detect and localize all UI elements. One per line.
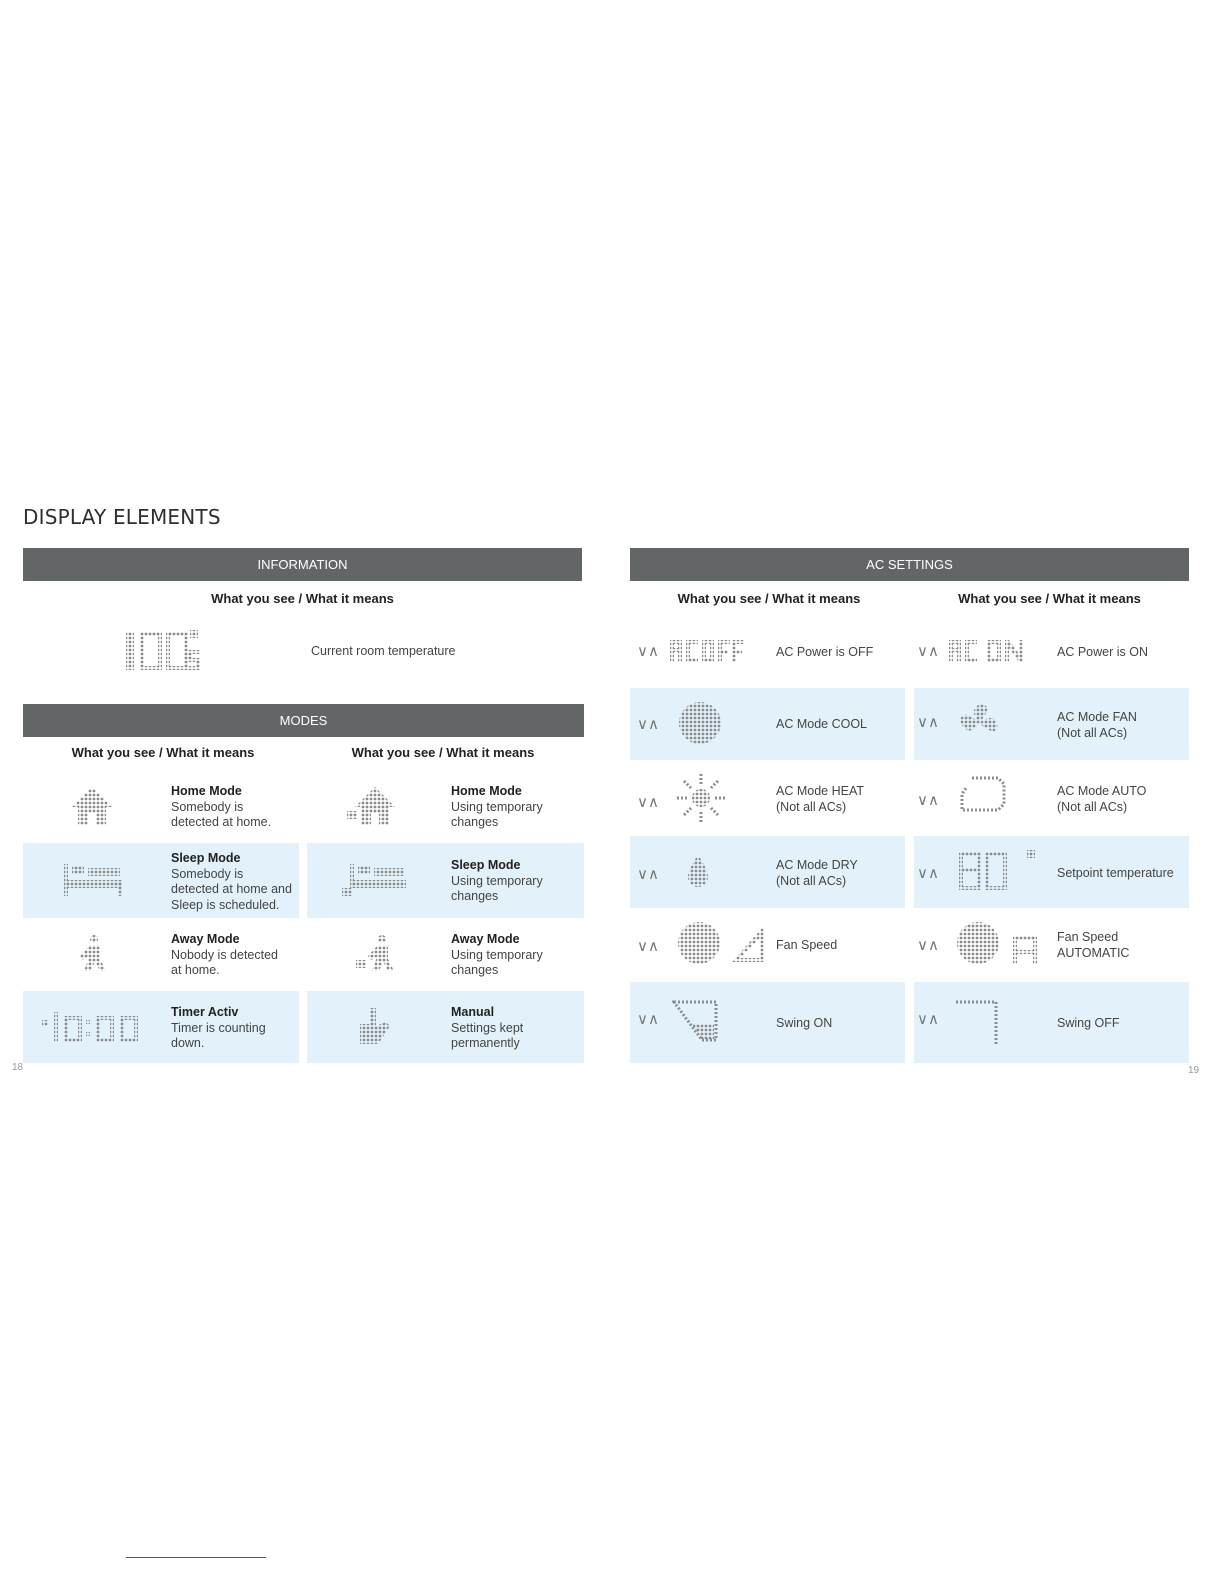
ac-power-on-label: AC Power is ON [1057,645,1148,659]
page-title: DISPLAY ELEMENTS [23,505,221,529]
down-up-arrows-icon: ∨∧ [917,792,939,809]
temperature-value [124,628,204,672]
down-up-arrows-icon: ∨∧ [637,643,659,660]
mode-row-manual [307,991,584,1063]
away-mode-text: Away Mode Nobody is detected at home. [171,932,279,977]
manual-text: Manual Settings kept permanently [451,1005,524,1050]
footer-link-underline [126,1557,266,1558]
down-up-arrows-icon: ∨∧ [637,938,659,955]
setpoint-value [957,848,1017,892]
fan-speed-auto-label: Fan Speed AUTOMATIC [1057,930,1130,960]
home-mode-icon [72,785,116,827]
information-header: INFORMATION [23,548,582,581]
away-mode-icon [76,934,110,974]
ac-row-dry [630,836,905,908]
down-up-arrows-icon: ∨∧ [917,1011,939,1028]
ac-row-auto [914,762,1189,834]
swing-on-label: Swing ON [776,1016,833,1030]
manual-hand-icon [354,1006,392,1046]
down-up-arrows-icon: ∨∧ [637,1011,659,1028]
snowflake-icon [677,700,723,746]
sleep-mode-temporary-text: Sleep Mode Using temporary changes [451,858,543,903]
swing-on-icon [672,1000,720,1044]
sleep-mode-temporary-icon [340,862,408,898]
ac-mode-heat-label: AC Mode HEAT (Not all ACs) [776,784,864,814]
ac-right-column-header: What you see / What it means [958,591,1141,606]
down-up-arrows-icon: ∨∧ [917,937,939,954]
swing-off-label: Swing OFF [1057,1016,1120,1030]
down-up-arrows-icon: ∨∧ [917,865,939,882]
ac-mode-fan-label: AC Mode FAN (Not all ACs) [1057,710,1137,740]
modes-right-column-header: What you see / What it means [351,745,535,760]
auto-mode-icon [958,774,1006,820]
ac-power-off-label: AC Power is OFF [776,645,874,659]
ac-mode-cool-label: AC Mode COOL [776,717,868,731]
ac-off-text [668,638,746,664]
fan-speed-auto-icon [955,920,1041,966]
fan-speed-icon [676,920,768,966]
modes-header: MODES [23,704,584,737]
timer-text: Timer Activ Timer is counting down. [171,1005,266,1050]
ac-mode-auto-label: AC Mode AUTO (Not all ACs) [1057,784,1147,814]
setpoint-temperature-label: Setpoint temperature [1057,866,1174,880]
fan-icon [956,700,1002,746]
home-mode-text: Home Mode Somebody is detected at home. [171,784,272,829]
swing-off-icon [954,998,1000,1046]
page-number-left: 18 [12,1062,24,1073]
home-mode-temporary-icon [345,785,401,827]
sun-icon [675,772,727,824]
down-up-arrows-icon: ∨∧ [637,866,659,883]
down-up-arrows-icon: ∨∧ [917,714,939,731]
sleep-mode-icon [62,862,124,898]
down-up-arrows-icon: ∨∧ [637,794,659,811]
ac-left-column-header: What you see / What it means [677,591,861,606]
away-mode-temporary-text: Away Mode Using temporary changes [451,932,543,977]
down-up-arrows-icon: ∨∧ [917,643,939,660]
droplet-icon [686,853,710,889]
down-up-arrows-icon: ∨∧ [637,716,659,733]
timer-value [40,1010,146,1044]
ac-on-text [947,638,1025,664]
modes-left-column-header: What you see / What it means [71,745,255,760]
sleep-mode-text: Sleep Mode Somebody is detected at home and Sleep is scheduled. [171,851,292,912]
home-mode-temporary-text: Home Mode Using temporary changes [451,784,543,829]
information-column-header: What you see / What it means [211,591,394,606]
ac-mode-dry-label: AC Mode DRY (Not all ACs) [776,858,858,888]
current-room-temperature-label: Current room temperature [311,644,456,658]
ac-settings-header: AC SETTINGS [630,548,1189,581]
away-mode-temporary-icon [354,934,398,974]
page-number-right: 19 [1188,1065,1200,1076]
fan-speed-label: Fan Speed [776,938,838,952]
